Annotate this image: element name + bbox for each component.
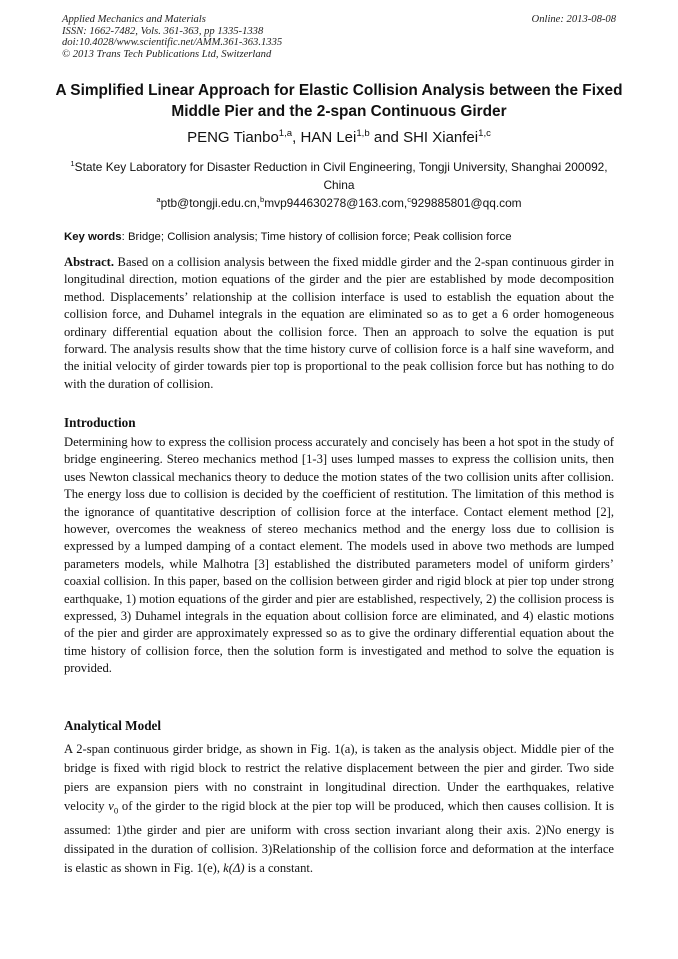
introduction-heading: Introduction: [64, 415, 136, 430]
email-link[interactable]: mvp944630278@163.com,: [264, 195, 408, 210]
affiliation-sup: 1: [70, 159, 75, 168]
k-delta-expression: k(Δ): [223, 860, 245, 875]
abstract-label: Abstract.: [64, 255, 115, 269]
email-sup: b: [259, 195, 265, 204]
email-sup: a: [156, 195, 161, 204]
introduction-paragraph: Determining how to express the collision process accurately and concisely has been a hot spot in the study of bridge engineering. Stereo mechanics method [1-3] uses lumped masses to express the collision units, then uses Newton classical mechanics theory to deduce the motion states of the two collision units after collision. The energy loss due to collision is decided by the coefficient of restitution. The limitation of this method is the ignorance of quantitative description of collision force at the interface. Contact element method [2], however, overcomes the weakness of stereo mechanics method and the energy loss due to collision is expressed by a lumped damping of a contact element. The models used in above two methods are lumped parameters models, while Malhotra [3] established the distributed parameters model of uniform girders’ coaxial collision. In this paper, based on the collision between girder and rigid block at pier top under strong earthquake, 1) motion equations of the girder and pier are established, respectively, 2) the collision process is expressed, 3) Duhamel integrals in the equation about collision force are eliminated, and 4) elastic motions of the pier and girder are approximately expressed so as to give the ordinary differential equation about the time history of collision force, then the solution form is investigated and method to solve the equation is provided.: [64, 435, 614, 676]
model-text-part: of the girder to the rigid block at the pier top will be produced, which then causes collision. It is assumed: 1)the girder and pier are uniform with cross section invariant along their axis. 2)No energy is dissipated in the duration of collision. 3)Relationship of the collision force and deformation at the interface is elastic as shown in Fig. 1(e),: [64, 799, 614, 875]
abstract: [64, 254, 614, 393]
author-sep: ,: [292, 129, 301, 146]
v0-symbol: $v_0$: [108, 799, 119, 816]
author-name: SHI Xianfei: [403, 129, 479, 146]
journal-header: [62, 14, 616, 60]
model-text-part: A 2-span continuous girder bridge, as shown in Fig. 1(a), is taken as the analysis object. Middle pier of the bridge is fixed with rigid block to restrict the relative displacement between the pier and girder. Two side piers are expansion piers with no constraint in longitudinal direction. Under the earthquakes, relative velocity: [64, 742, 614, 813]
doi-line: doi:10.4028/www.scientific.net/AMM.361-363.1335: [62, 37, 283, 49]
copyright-line: © 2013 Trans Tech Publications Ltd, Switzerland: [62, 48, 272, 60]
author-emails: [40, 192, 638, 211]
model-text-part: is a constant.: [244, 860, 314, 875]
keywords-text: : Bridge; Collision analysis; Time history of collision force; Peak collision force: [121, 231, 512, 243]
email-link[interactable]: ptb@tongji.edu.cn,: [160, 195, 260, 210]
email-link[interactable]: 929885801@qq.com: [411, 195, 522, 210]
analytical-model-paragraph: [64, 740, 614, 878]
keywords-label: Key words: [64, 231, 122, 243]
keywords: [64, 230, 614, 244]
author-sep: and: [369, 129, 404, 146]
author-name: PENG Tianbo: [187, 129, 279, 146]
journal-name: Applied Mechanics and Materials: [62, 14, 206, 25]
analytical-model-heading: Analytical Model: [64, 718, 162, 733]
issn-line: ISSN: 1662-7482, Vols. 361-363, pp 1335-1338: [62, 25, 264, 37]
author-sup: 1,a: [278, 128, 293, 139]
online-date: Online: 2013-08-08: [531, 14, 616, 25]
author-sup: 1,c: [478, 128, 491, 139]
author-list: [40, 124, 638, 148]
affiliation-text: State Key Laboratory for Disaster Reduction in Civil Engineering, Tongji University, Shanghai 200092, China: [74, 159, 608, 193]
author-sup: 1,b: [356, 128, 370, 139]
abstract-text: Based on a collision analysis between the fixed middle girder and the 2-span continuous girder in longitudinal direction, motion equations of the girder and the pier are established by mode decomposition method. Displacements’ relationship at the collision interface is used to establish the equation about the collision force, and Duhamel integrals in the equation are eliminated so as to get a 6 order homogeneous ordinary differential equation about the collision force. Then an approach to solve the equation is put forward. The analysis results show that the time history curve of collision force is a half sine waveform, and the initial velocity of girder towards pier top is proportional to the peak collision force but has nothing to do with the duration of collision.: [64, 255, 614, 391]
author-name: HAN Lei: [300, 129, 357, 146]
email-sup: c: [407, 195, 411, 204]
affiliation: [70, 155, 608, 195]
paper-title: A Simplified Linear Approach for Elastic Collision Analysis between the Fixed Middle Pier and the 2-span Continuous Girder: [55, 82, 623, 120]
